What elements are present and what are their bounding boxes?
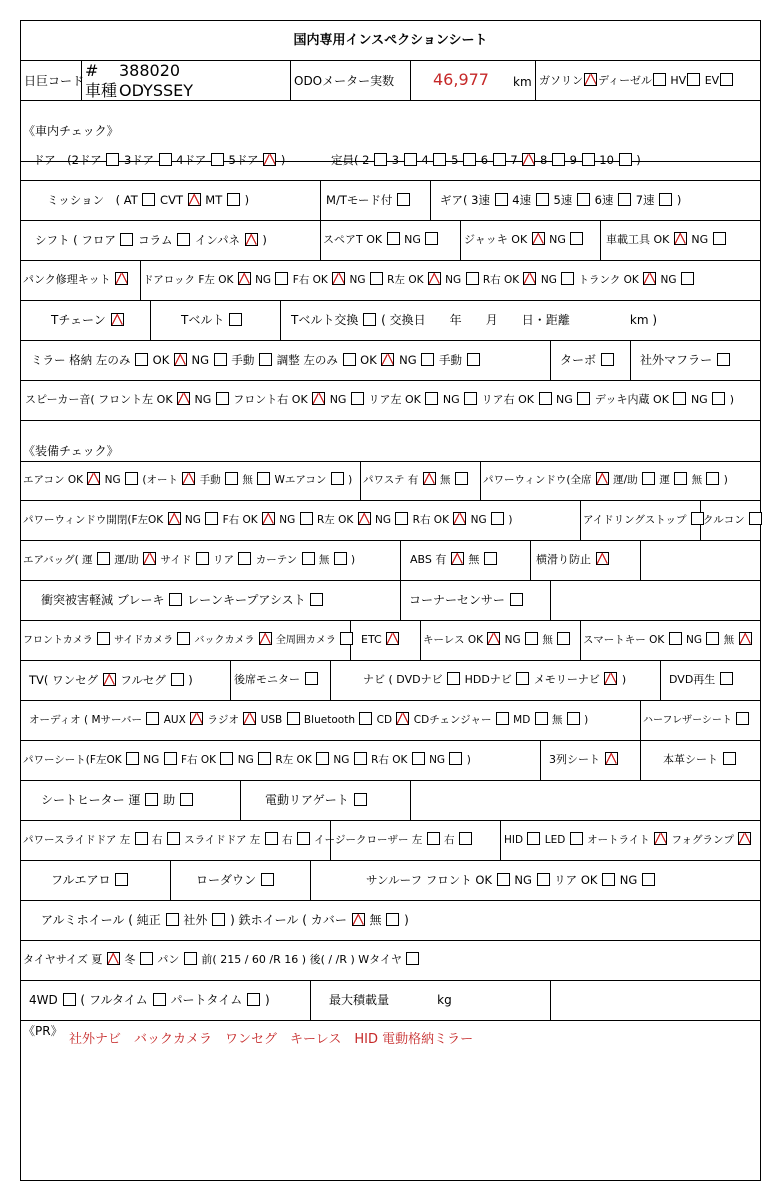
checkbox[interactable] (359, 712, 372, 725)
checkbox[interactable] (459, 832, 472, 845)
doorlock-row: ドアロック F左 OK NG F右 OK NG R左 OK NG R右 OK NG トランク OK NG (143, 272, 695, 288)
checkbox[interactable] (516, 672, 529, 685)
checkbox[interactable] (455, 472, 468, 485)
abs-row: ABS 有 無 (410, 552, 498, 568)
checkbox[interactable] (106, 153, 119, 166)
seat-heater-row: シートヒーター 運 助 (41, 792, 194, 808)
checkbox[interactable] (227, 193, 240, 206)
checkbox[interactable] (343, 353, 356, 366)
tbelt-row: Tベルト (181, 312, 243, 328)
fuel-gas-checkbox[interactable] (584, 73, 597, 86)
checkbox[interactable] (125, 472, 138, 485)
checkbox[interactable] (642, 873, 655, 886)
checkbox[interactable] (527, 832, 540, 845)
checked-checkbox[interactable] (381, 353, 394, 366)
checkbox[interactable] (177, 632, 190, 645)
checkbox[interactable] (184, 952, 197, 965)
checkbox[interactable] (305, 672, 318, 685)
checkbox[interactable] (669, 632, 682, 645)
checked-checkbox[interactable] (386, 632, 399, 645)
checked-checkbox[interactable] (643, 272, 656, 285)
checked-checkbox[interactable] (738, 832, 751, 845)
checked-checkbox[interactable] (103, 673, 116, 686)
fuel-options (539, 73, 734, 89)
idling-stop-row: アイドリングストップ (583, 512, 705, 528)
checked-checkbox[interactable] (243, 712, 256, 725)
checkbox[interactable] (425, 232, 438, 245)
checked-checkbox[interactable] (522, 153, 535, 166)
checkbox[interactable] (601, 353, 614, 366)
mission-row: ミッション ( AT CVT MT ) (47, 193, 250, 207)
third-row-seat-row: 3列シート (549, 752, 619, 768)
checkbox[interactable] (238, 552, 251, 565)
checkbox[interactable] (387, 232, 400, 245)
checkbox[interactable] (140, 952, 153, 965)
pr-text: 社外ナビ バックカメラ ワンセグ キーレス HID 電動格納ミラー (69, 1032, 474, 1047)
fuel-gas-label: ガソリン (539, 74, 583, 87)
navi-row: ナビ ( DVDナビ HDDナビ メモリーナビ ) (363, 673, 627, 686)
checkbox[interactable] (723, 752, 736, 765)
checkbox[interactable] (567, 712, 580, 725)
jack-row: ジャッキ OK NG (464, 232, 584, 248)
checkbox[interactable] (166, 913, 179, 926)
checkbox[interactable] (135, 353, 148, 366)
checkbox[interactable] (404, 153, 417, 166)
checkbox[interactable] (618, 193, 631, 206)
checked-checkbox[interactable] (604, 672, 617, 685)
checkbox[interactable] (717, 353, 730, 366)
spare-row: スペアT OK NG (323, 232, 439, 248)
checkbox[interactable] (642, 472, 655, 485)
checkbox[interactable] (145, 793, 158, 806)
checked-checkbox[interactable] (259, 632, 272, 645)
checkbox[interactable] (259, 353, 272, 366)
checkbox[interactable] (395, 512, 408, 525)
checkbox[interactable] (749, 512, 762, 525)
checked-checkbox[interactable] (605, 752, 618, 765)
checkbox[interactable] (491, 512, 504, 525)
checkbox[interactable] (247, 993, 260, 1006)
half-leather-row: ハーフレザーシート (643, 712, 750, 729)
model-value: ODYSSEY (119, 81, 194, 100)
skid-row: 横滑り防止 (536, 552, 610, 568)
checked-checkbox[interactable] (190, 712, 203, 725)
checkbox[interactable] (331, 472, 344, 485)
checkbox[interactable] (354, 752, 367, 765)
checked-checkbox[interactable] (312, 392, 325, 405)
checkbox[interactable] (340, 632, 353, 645)
checkbox[interactable] (171, 673, 184, 686)
checkbox[interactable] (370, 272, 383, 285)
fuel-hv-label: HV (670, 74, 687, 87)
fuel-hv-checkbox[interactable] (687, 73, 700, 86)
aero-row: フルエアロ (51, 872, 129, 888)
tv-row: TV( ワンセグ フルセグ ) (29, 673, 193, 687)
max-load-row: 最大積載量 kg (329, 993, 452, 1007)
checkbox[interactable] (120, 233, 133, 246)
checkbox[interactable] (433, 153, 446, 166)
checkbox[interactable] (164, 752, 177, 765)
checkbox[interactable] (97, 552, 110, 565)
checkbox[interactable] (577, 392, 590, 405)
checkbox[interactable] (493, 153, 506, 166)
leather-seat-row: 本革シート (663, 752, 737, 768)
checked-checkbox[interactable] (674, 232, 687, 245)
code-label: 日巨コード (24, 74, 85, 88)
checkbox[interactable] (258, 752, 271, 765)
checkbox[interactable] (287, 712, 300, 725)
checked-checkbox[interactable] (423, 472, 436, 485)
checkbox[interactable] (510, 593, 523, 606)
wheels-row: アルミホイール ( 純正 社外 ) 鉄ホイール ( カバー 無 ) (41, 913, 409, 927)
checkbox[interactable] (261, 873, 274, 886)
checkbox[interactable] (386, 913, 399, 926)
checkbox[interactable] (300, 512, 313, 525)
power-rear-gate-row: 電動リアゲート (265, 792, 368, 808)
powerwindow-row: パワーウィンドウ(全席 運/助 運 無 ) (483, 474, 728, 486)
checkbox[interactable] (397, 193, 410, 206)
checked-checkbox[interactable] (111, 313, 124, 326)
checkbox[interactable] (691, 512, 704, 525)
checkbox[interactable] (265, 832, 278, 845)
checkbox[interactable] (310, 593, 323, 606)
checkbox[interactable] (334, 552, 347, 565)
checkbox[interactable] (536, 193, 549, 206)
checkbox[interactable] (257, 472, 270, 485)
checkbox[interactable] (374, 153, 387, 166)
code-value: 388020 (119, 61, 181, 80)
checkbox[interactable] (412, 752, 425, 765)
checked-checkbox[interactable] (654, 832, 667, 845)
checkbox[interactable] (63, 993, 76, 1006)
speaker-row: スピーカー音( フロント左 OK NG フロント右 OK NG リア左 OK NG リア右 OK NG デッキ内蔵 OK NG ) (25, 393, 734, 406)
checkbox[interactable] (497, 873, 510, 886)
collision-row: 衝突被害軽減 ブレーキ レーンキープアシスト (41, 592, 324, 608)
fuel-ev-checkbox[interactable] (720, 73, 733, 86)
checked-checkbox[interactable] (263, 153, 276, 166)
checkbox[interactable] (275, 272, 288, 285)
checked-checkbox[interactable] (87, 472, 100, 485)
checkbox[interactable] (180, 793, 193, 806)
slide-doors-row: パワースライドドア 左 右 スライドドア 左 右 イージークローザー 左 右 (23, 832, 473, 848)
checkbox[interactable] (205, 512, 218, 525)
checkbox[interactable] (570, 832, 583, 845)
checkbox[interactable] (496, 712, 509, 725)
checked-checkbox[interactable] (143, 552, 156, 565)
checkbox[interactable] (681, 272, 694, 285)
checkbox[interactable] (535, 712, 548, 725)
fuel-diesel-label: ディーゼル (598, 74, 652, 87)
checked-checkbox[interactable] (107, 952, 120, 965)
checkbox[interactable] (539, 392, 552, 405)
checked-checkbox[interactable] (332, 272, 345, 285)
checked-checkbox[interactable] (487, 632, 500, 645)
checkbox[interactable] (126, 752, 139, 765)
checkbox[interactable] (706, 472, 719, 485)
checkbox[interactable] (216, 392, 229, 405)
checkbox[interactable] (463, 153, 476, 166)
inspection-sheet (20, 20, 761, 1181)
checkbox[interactable] (229, 313, 242, 326)
checked-checkbox[interactable] (174, 353, 187, 366)
checked-checkbox[interactable] (238, 272, 251, 285)
mt-mode-row: M/Tモード付 (326, 192, 411, 208)
checkbox[interactable] (316, 752, 329, 765)
checkbox[interactable] (713, 232, 726, 245)
model-label: 車種 (85, 81, 118, 100)
checkbox[interactable] (159, 153, 172, 166)
tbelt-change-row: Tベルト交換 ( 交換日 年 月 日・距離 km ) (291, 313, 658, 327)
airbag-row: エアバッグ( 運 運/助 サイド リア カーテン 無 ) (23, 554, 356, 566)
door-row: ドア (2ドア 3ドア 4ドア 5ドア ) (33, 153, 286, 167)
checkbox[interactable] (177, 233, 190, 246)
checkbox[interactable] (363, 313, 376, 326)
sheet-title: 国内専用インスペクションシート (293, 33, 488, 48)
checkbox[interactable] (582, 153, 595, 166)
cruise-row: クルコン (703, 512, 763, 528)
odo-label: ODOメーター実数 (294, 74, 395, 88)
rear-monitor-row: 後席モニター (234, 672, 319, 688)
checkbox[interactable] (602, 873, 615, 886)
checkbox[interactable] (484, 552, 497, 565)
shift-row: シフト ( フロア コラム インパネ ) (35, 233, 267, 247)
interior-section-title: 《車内チェック》 (23, 124, 119, 138)
equipment-section-title: 《装備チェック》 (23, 444, 119, 458)
aircon-row: エアコン OK NG (オート 手動 無 Wエアコン ) (23, 474, 353, 486)
checkbox[interactable] (464, 392, 477, 405)
smartkey-row: スマートキー OK NG 無 (583, 632, 753, 648)
checked-checkbox[interactable] (188, 193, 201, 206)
checkbox[interactable] (169, 593, 182, 606)
checkbox[interactable] (712, 392, 725, 405)
checked-checkbox[interactable] (596, 552, 609, 565)
puncture-row: パンク修理キット (23, 272, 129, 288)
capacity-row: 定員( 2 3 4 5 6 7 8 9 10 ) (331, 153, 641, 167)
checkbox[interactable] (115, 873, 128, 886)
checked-checkbox[interactable] (523, 272, 536, 285)
checkbox[interactable] (214, 353, 227, 366)
checkbox[interactable] (212, 913, 225, 926)
checkbox[interactable] (406, 952, 419, 965)
checkbox[interactable] (135, 832, 148, 845)
checked-checkbox[interactable] (428, 272, 441, 285)
checked-checkbox[interactable] (177, 392, 190, 405)
checked-checkbox[interactable] (739, 632, 752, 645)
checkbox[interactable] (467, 353, 480, 366)
tools-row: 車載工具 OK NG (606, 232, 727, 248)
checkbox[interactable] (466, 272, 479, 285)
checkbox[interactable] (196, 552, 209, 565)
checkbox[interactable] (449, 752, 462, 765)
checked-checkbox[interactable] (115, 272, 128, 285)
checkbox[interactable] (220, 752, 233, 765)
checkbox[interactable] (577, 193, 590, 206)
corner-sensor-row: コーナーセンサー (409, 592, 524, 608)
checkbox[interactable] (167, 832, 180, 845)
checkbox[interactable] (674, 472, 687, 485)
checkbox[interactable] (673, 392, 686, 405)
hash-mark: # (85, 61, 99, 80)
checked-checkbox[interactable] (168, 512, 181, 525)
power-seat-row: パワーシート(F左OK NG F右 OK NG R左 OK NG R右 OK NG ) (23, 754, 471, 766)
checkbox[interactable] (557, 632, 570, 645)
powersteer-row: パワステ 有 無 (363, 472, 469, 488)
checked-checkbox[interactable] (352, 913, 365, 926)
checked-checkbox[interactable] (262, 512, 275, 525)
checkbox[interactable] (525, 632, 538, 645)
fuel-diesel-checkbox[interactable] (653, 73, 666, 86)
etc-row: ETC (361, 632, 400, 648)
checked-checkbox[interactable] (451, 552, 464, 565)
checkbox[interactable] (351, 392, 364, 405)
checkbox[interactable] (97, 632, 110, 645)
checkbox[interactable] (425, 392, 438, 405)
checkbox[interactable] (354, 793, 367, 806)
checked-checkbox[interactable] (358, 512, 371, 525)
checkbox[interactable] (421, 353, 434, 366)
checkbox[interactable] (427, 832, 440, 845)
checked-checkbox[interactable] (396, 712, 409, 725)
checkbox[interactable] (537, 873, 550, 886)
checkbox[interactable] (659, 193, 672, 206)
muffler-row: 社外マフラー (640, 352, 731, 368)
checkbox[interactable] (302, 552, 315, 565)
cameras-row: フロントカメラ サイドカメラ バックカメラ 全周囲カメラ (23, 632, 354, 649)
pr-section-title: 《PR》 (23, 1024, 63, 1038)
checkbox[interactable] (297, 832, 310, 845)
checkbox[interactable] (211, 153, 224, 166)
checked-checkbox[interactable] (453, 512, 466, 525)
checkbox[interactable] (706, 632, 719, 645)
checked-checkbox[interactable] (596, 472, 609, 485)
audio-row: オーディオ ( Mサーバー AUX ラジオ USB Bluetooth CD CDチェンジャー MD 無 ) (29, 714, 589, 726)
checkbox[interactable] (619, 153, 632, 166)
checkbox[interactable] (552, 153, 565, 166)
checkbox[interactable] (225, 472, 238, 485)
checkbox[interactable] (153, 993, 166, 1006)
checkbox[interactable] (720, 672, 733, 685)
checkbox[interactable] (142, 193, 155, 206)
checkbox[interactable] (736, 712, 749, 725)
checkbox[interactable] (146, 712, 159, 725)
tires-row: タイヤサイズ 夏 冬 パン 前( 215 / 60 /R 16 ) 後( / /R ) Wタイヤ (23, 952, 420, 968)
turbo-row: ターボ (560, 352, 615, 368)
checkbox[interactable] (570, 232, 583, 245)
checked-checkbox[interactable] (182, 472, 195, 485)
odo-unit: km (513, 75, 532, 89)
fwd-row: 4WD ( フルタイム パートタイム ) (29, 993, 270, 1007)
lowdown-row: ローダウン (196, 872, 275, 888)
checked-checkbox[interactable] (245, 233, 258, 246)
pw-open-row: パワーウィンドウ開閉(F左OK NG F右 OK NG R左 OK NG R右 OK NG ) (23, 514, 513, 526)
checkbox[interactable] (561, 272, 574, 285)
dvd-row: DVD再生 (669, 672, 734, 688)
odo-value: 46,977 (433, 70, 489, 89)
sunroof-row: サンルーフ フロント OK NG リア OK NG (366, 872, 656, 888)
checkbox[interactable] (447, 672, 460, 685)
mirror-row: ミラー 格納 左のみ OK NG 手動 調整 左のみ OK NG 手動 (31, 352, 481, 368)
lights-row: HID LED オートライト フォグランプ (504, 832, 752, 848)
tchain-row: Tチェーン (51, 312, 125, 328)
checked-checkbox[interactable] (532, 232, 545, 245)
fuel-ev-label: EV (704, 74, 720, 87)
checkbox[interactable] (495, 193, 508, 206)
keyless-row: キーレス OK NG 無 (423, 632, 571, 648)
gear-row: ギア( 3速 4速 5速 6速 7速 ) (440, 193, 682, 207)
